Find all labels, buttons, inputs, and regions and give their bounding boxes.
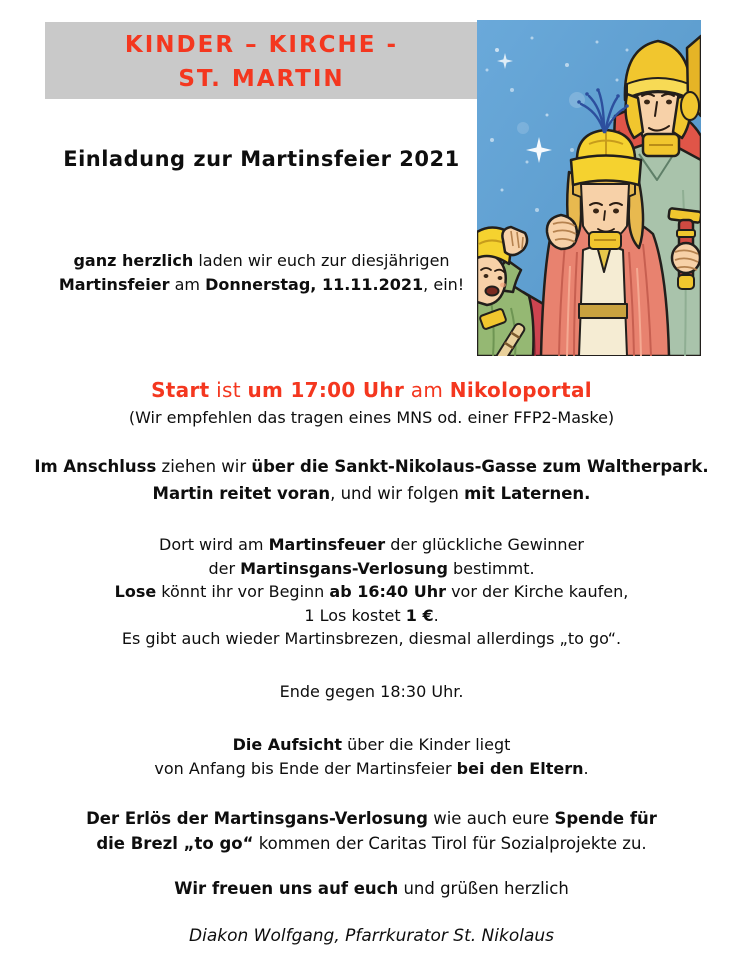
raffle-line-1 bbox=[0, 533, 743, 557]
banner-line-1: KINDER – KIRCHE - bbox=[124, 32, 399, 58]
signature-line: Diakon Wolfgang, Pfarrkurator St. Nikolaus bbox=[189, 926, 554, 946]
text-run: ab 16:40 Uhr bbox=[329, 582, 446, 601]
supervision-paragraph bbox=[0, 733, 743, 781]
text-run: ist bbox=[209, 378, 248, 402]
text-run: am bbox=[169, 275, 206, 294]
text-run: mit Laternen bbox=[464, 484, 585, 503]
raffle-line-3 bbox=[0, 580, 743, 604]
text-run: 1 Los kostet bbox=[304, 605, 406, 625]
text-run: Der Erlös der Martinsgans-Verlosung bbox=[86, 809, 428, 828]
raffle-paragraph bbox=[0, 533, 743, 651]
start-time-line bbox=[0, 378, 743, 402]
text-run: Martinsfeier bbox=[58, 275, 170, 294]
raffle-line-2 bbox=[0, 557, 743, 581]
text-run: Die Aufsicht bbox=[232, 735, 343, 754]
st-martin-illustration bbox=[477, 20, 701, 356]
mask-note: (Wir empfehlen das tragen eines MNS od. einer FFP2-Maske) bbox=[128, 408, 615, 427]
small-child-face bbox=[477, 254, 506, 305]
text-run: 1 € bbox=[405, 605, 434, 625]
supervision-line-2 bbox=[0, 757, 743, 781]
proceeds-line-1 bbox=[0, 806, 743, 831]
text-run: über die Kinder liegt bbox=[342, 735, 511, 754]
text-run: Dort wird am bbox=[159, 535, 269, 554]
st-martin-night-scene bbox=[477, 20, 701, 356]
text-run: am bbox=[404, 378, 450, 402]
raffle-line-4 bbox=[0, 604, 743, 628]
raffle-line-5: Es gibt auch wieder Martinsbrezen, diesmal allerdings „to go“. bbox=[121, 629, 622, 648]
proceeds-line-2 bbox=[0, 831, 743, 856]
text-run: um 17:00 Uhr bbox=[247, 378, 405, 402]
supervision-line-1 bbox=[0, 733, 743, 757]
text-run: Martin reitet voran bbox=[152, 484, 331, 503]
text-run: . bbox=[433, 605, 439, 625]
text-run: Lose bbox=[114, 582, 157, 601]
text-run: Start bbox=[151, 378, 210, 402]
text-run: Nikoloportal bbox=[449, 378, 592, 402]
text-run: über die Sankt-Nikolaus-Gasse zum Waltherpark bbox=[251, 457, 703, 476]
banner-line-2: ST. MARTIN bbox=[178, 66, 345, 92]
text-run: der bbox=[208, 558, 241, 578]
text-run: und grüßen herzlich bbox=[398, 879, 569, 898]
text-run: Im Anschluss bbox=[34, 457, 157, 476]
proceeds-paragraph bbox=[0, 806, 743, 856]
text-run: laden wir euch zur diesjährigen bbox=[193, 251, 450, 270]
text-run: der glückliche Gewinner bbox=[385, 535, 584, 554]
text-run: könnt ihr vor Beginn bbox=[156, 582, 330, 601]
text-run: . bbox=[702, 457, 709, 476]
procession-line-2 bbox=[0, 480, 743, 507]
procession-paragraph bbox=[0, 453, 743, 507]
text-run: ganz herzlich bbox=[73, 251, 194, 270]
text-run: Spende für bbox=[554, 809, 657, 828]
procession-line-1 bbox=[0, 453, 743, 480]
text-run: wie auch eure bbox=[427, 809, 555, 828]
text-run: Donnerstag, 11.11.2021 bbox=[205, 275, 424, 294]
header-banner bbox=[45, 22, 478, 99]
text-run: vor der Kirche kaufen, bbox=[445, 582, 629, 601]
text-run: Wir freuen uns auf euch bbox=[174, 879, 399, 898]
text-run: ziehen wir bbox=[156, 457, 252, 476]
text-run: von Anfang bis Ende der Martinsfeier bbox=[154, 759, 457, 778]
text-run: bei den Eltern bbox=[456, 759, 584, 778]
text-run: Martinsfeuer bbox=[268, 535, 386, 554]
intro-line-2 bbox=[45, 273, 478, 297]
main-child-hat-band bbox=[571, 156, 641, 186]
intro-paragraph bbox=[45, 249, 478, 297]
text-run: kommen der Caritas Tirol für Sozialprojekte zu. bbox=[253, 834, 647, 853]
text-run: , ein! bbox=[423, 275, 465, 294]
intro-line-1 bbox=[45, 249, 478, 273]
text-run: . bbox=[583, 759, 589, 778]
text-run: bestimmt. bbox=[447, 558, 535, 578]
main-child-belt bbox=[579, 304, 627, 318]
text-run: , und wir folgen bbox=[330, 484, 465, 503]
page-title: Einladung zur Martinsfeier 2021 bbox=[63, 147, 460, 171]
closing-line bbox=[0, 879, 743, 898]
end-time-line: Ende gegen 18:30 Uhr. bbox=[279, 682, 464, 701]
text-run: . bbox=[584, 484, 591, 503]
soldier-hand bbox=[547, 215, 577, 249]
text-run: Martinsgans-Verlosung bbox=[240, 558, 448, 578]
text-run: die Brezl „to go“ bbox=[96, 834, 254, 853]
